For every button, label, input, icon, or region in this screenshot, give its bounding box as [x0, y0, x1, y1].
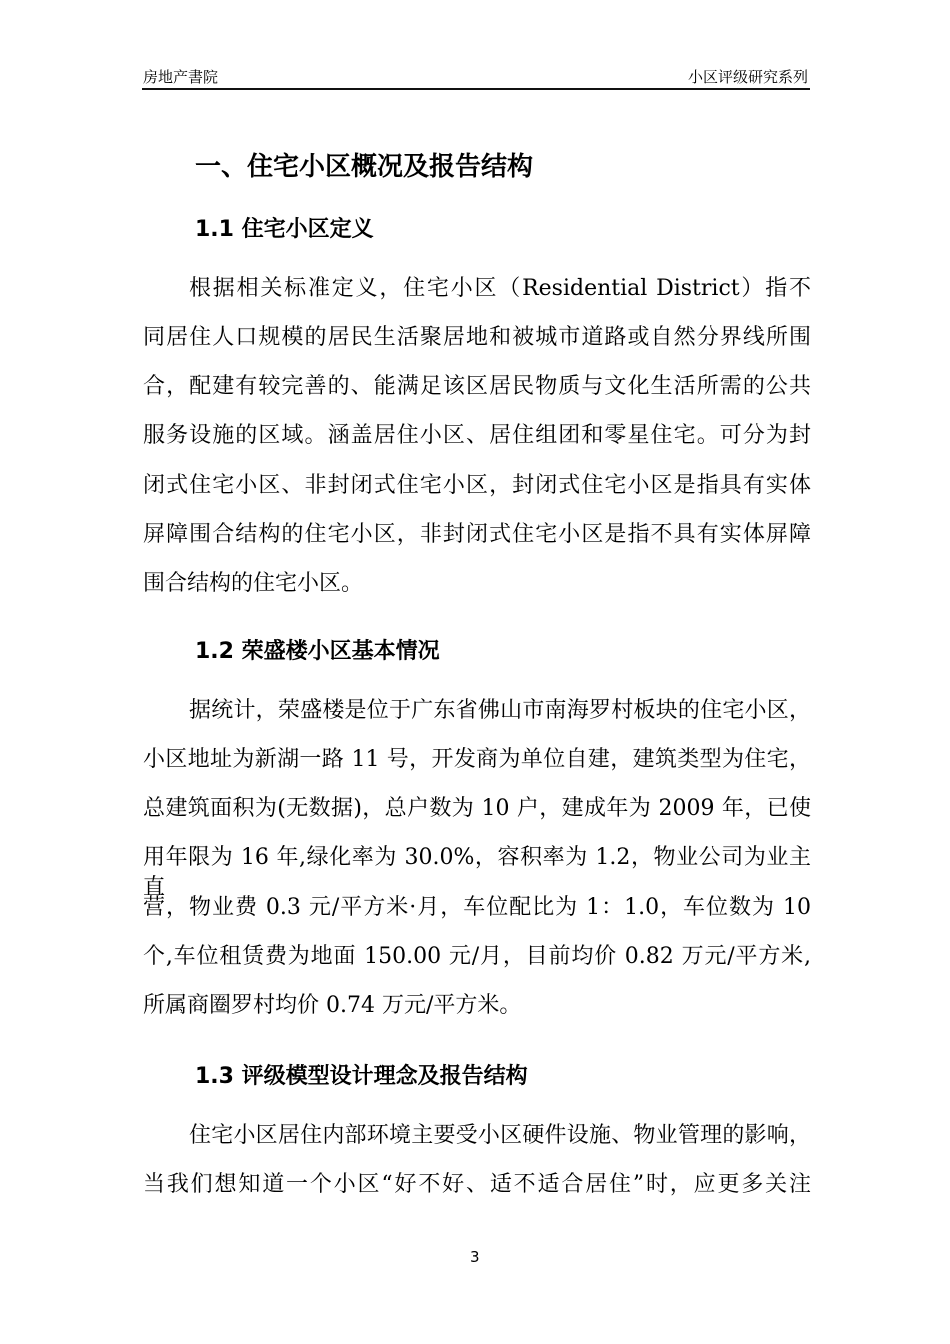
paragraph-line: 围合结构的住宅小区。	[143, 571, 364, 596]
paragraph-line: 个,车位租赁费为地面 150.00 元/月，目前均价 0.82 万元/平方米,	[143, 944, 811, 969]
paragraph-line: 合，配建有较完善的、能满足该区居民物质与文化生活所需的公共	[143, 374, 811, 399]
header-rule	[142, 88, 810, 90]
paragraph-line: 闭式住宅小区、非封闭式住宅小区，封闭式住宅小区是指具有实体	[143, 473, 811, 498]
paragraph-line: 屏障围合结构的住宅小区，非封闭式住宅小区是指不具有实体屏障	[143, 522, 811, 547]
paragraph-line: 据统计，荣盛楼是位于广东省佛山市南海罗村板块的住宅小区，	[189, 698, 811, 723]
paragraph-line: 小区地址为新湖一路 11 号，开发商为单位自建，建筑类型为住宅，	[143, 747, 811, 772]
paragraph-line: 总建筑面积为(无数据)，总户数为 10 户，建成年为 2009 年，已使	[143, 796, 811, 821]
paragraph-line: 同居住人口规模的居民生活聚居地和被城市道路或自然分界线所围	[143, 325, 811, 350]
paragraph-line: 所属商圈罗村均价 0.74 万元/平方米。	[143, 993, 522, 1018]
paragraph-line: 当我们想知道一个小区“好不好、适不适合居住”时，应更多关注	[143, 1172, 811, 1197]
paragraph-line: 根据相关标准定义，住宅小区（Residential District）指不	[189, 276, 811, 301]
paragraph-line: 服务设施的区域。涵盖居住小区、居住组团和零星住宅。可分为封	[143, 423, 811, 448]
header-publisher: 房地产書院	[143, 68, 219, 86]
header-series: 小区评级研究系列	[687, 68, 808, 86]
section-heading-1-1: 1.1 住宅小区定义	[195, 217, 374, 242]
paragraph-line: 营，物业费 0.3 元/平方米·月，车位配比为 1：1.0，车位数为 10	[143, 895, 811, 920]
paragraph-line: 用年限为 16 年,绿化率为 30.0%，容积率为 1.2，物业公司为业主直	[143, 845, 811, 900]
paragraph-line: 住宅小区居住内部环境主要受小区硬件设施、物业管理的影响，	[189, 1123, 811, 1148]
page-number: 3	[470, 1248, 480, 1266]
section-heading-1-3: 1.3 评级模型设计理念及报告结构	[195, 1064, 528, 1089]
chapter-title: 一、住宅小区概况及报告结构	[195, 152, 534, 182]
section-heading-1-2: 1.2 荣盛楼小区基本情况	[195, 639, 440, 664]
